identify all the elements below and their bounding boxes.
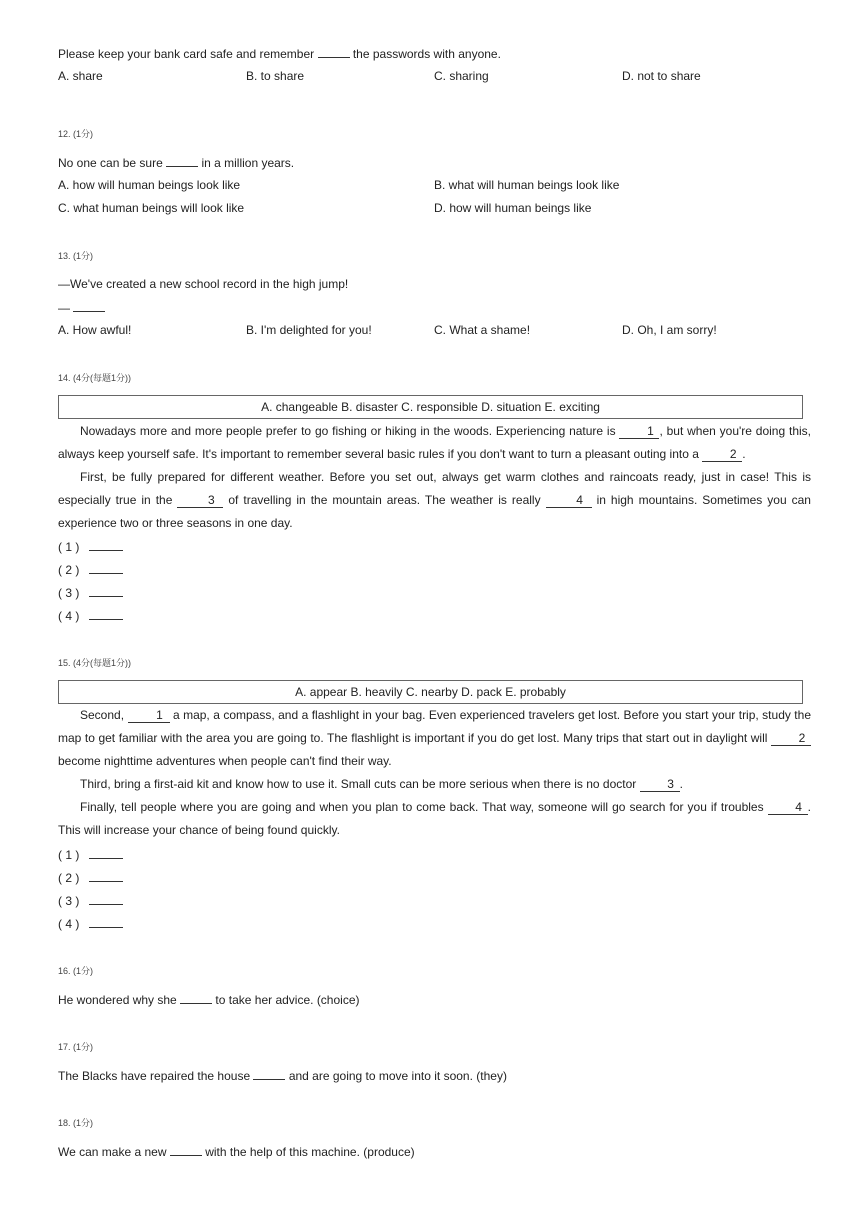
q18-blank (170, 1143, 202, 1156)
q14-word-box: A. changeable B. disaster C. responsible D. situation E. exciting (58, 395, 803, 419)
q12-stem (58, 154, 294, 171)
q14-sub-4-blank (89, 607, 123, 620)
q16-blank (180, 991, 212, 1004)
q11-option-d[interactable]: D. not to share (622, 69, 701, 83)
q13-blank (73, 299, 105, 312)
q15-p1-text-c: become nighttime adventures when people can't find their way. (58, 754, 392, 768)
q14-paragraph-2 (58, 466, 811, 535)
q15-blank-2: 2 (771, 731, 811, 746)
q14-p1-text-c: . (742, 447, 746, 461)
q11-stem (58, 45, 501, 62)
q13-dash: — (58, 301, 70, 315)
q14-p2-text-b: of travelling in the mountain areas. The weather is really (228, 493, 541, 507)
q15-sub-4-blank (89, 915, 123, 928)
q18-number: 18. (1分) (58, 1118, 94, 1128)
q11-stem-text-b: the passwords with anyone. (352, 47, 501, 61)
q17-blank (253, 1067, 285, 1080)
q15-word-box: A. appear B. heavily C. nearby D. pack E. probably (58, 680, 803, 704)
q13-line1: —We've created a new school record in the high jump! (58, 277, 349, 291)
q14-sub-1-blank (89, 538, 123, 551)
q12-option-c[interactable]: C. what human beings will look like (58, 201, 245, 215)
q15-sub-2 (58, 869, 123, 886)
q14-paragraph-1 (58, 420, 811, 466)
q15-sub-4-label: ( 4 ) (58, 917, 80, 931)
q14-blank-4: 4 (546, 493, 592, 508)
q11-option-b[interactable]: B. to share (246, 69, 305, 83)
q14-sub-1 (58, 538, 123, 555)
q14-sub-2-label: ( 2 ) (58, 563, 80, 577)
q15-sub-2-blank (89, 869, 123, 882)
q15-sub-3-blank (89, 892, 123, 905)
q13-number: 13. (1分) (58, 251, 94, 261)
q14-blank-3: 3 (177, 493, 223, 508)
q15-p1-text-b: a map, a compass, and a flashlight in your bag. Even experienced travelers get lost. Before you start your trip, study the map to get familiar with the area you are going to. The flashlight is important if you do get lost. Many trips that start out in daylight will (58, 708, 811, 745)
q14-sub-2 (58, 561, 123, 578)
q11-option-c[interactable]: C. sharing (434, 69, 489, 83)
q14-p1-text-a: Nowadays more and more people prefer to go fishing or hiking in the woods. Experiencing nature is (80, 424, 616, 438)
q13-option-d[interactable]: D. Oh, I am sorry! (622, 323, 717, 337)
q14-blank-2: 2 (702, 447, 742, 462)
q17-stem (58, 1067, 507, 1084)
q15-number: 15. (4分(每题1分)) (58, 658, 132, 668)
q15-blank-3: 3 (640, 777, 680, 792)
q18-stem-text-a: We can make a new (58, 1145, 167, 1159)
q15-sub-1-blank (89, 846, 123, 859)
q18-stem-text-b: with the help of this machine. (produce) (205, 1145, 415, 1159)
q12-option-d[interactable]: D. how will human beings like (434, 201, 592, 215)
q14-p1-text-b: , but when you're doing this, always keep yourself safe. It's important to remember several basic rules if you don't want to turn a pleasant outing into a (58, 424, 811, 461)
q14-sub-2-blank (89, 561, 123, 574)
q16-number: 16. (1分) (58, 966, 94, 976)
q12-number: 12. (1分) (58, 129, 94, 139)
q13-option-a[interactable]: A. How awful! (58, 323, 132, 337)
q15-p1-text-a: Second, (80, 708, 125, 722)
q14-sub-1-label: ( 1 ) (58, 540, 80, 554)
q15-sub-2-label: ( 2 ) (58, 871, 80, 885)
q13-line2 (58, 299, 105, 316)
q14-sub-3-label: ( 3 ) (58, 586, 80, 600)
q14-p2-text-c: in high mountains. Sometimes you can experience two or three seasons in one day. (58, 493, 811, 530)
q16-stem-text-a: He wondered why she (58, 993, 177, 1007)
q13-option-b[interactable]: B. I'm delighted for you! (246, 323, 372, 337)
q15-blank-1: 1 (128, 708, 170, 723)
q15-sub-3 (58, 892, 123, 909)
q17-number: 17. (1分) (58, 1042, 94, 1052)
q13-option-c[interactable]: C. What a shame! (434, 323, 531, 337)
q14-number: 14. (4分(每题1分)) (58, 373, 132, 383)
q15-p3-text-b: . This will increase your chance of being found quickly. (58, 800, 811, 837)
q11-stem-text-a: Please keep your bank card safe and remember (58, 47, 315, 61)
q15-sub-4 (58, 915, 123, 932)
q16-stem-text-b: to take her advice. (choice) (215, 993, 360, 1007)
q12-stem-text-a: No one can be sure (58, 156, 163, 170)
q15-sub-1 (58, 846, 123, 863)
q14-blank-1: 1 (619, 424, 659, 439)
q14-p2-text-a: First, be fully prepared for different weather. Before you set out, always get warm clothes and raincoats ready, just in case! This is especially true in the (58, 470, 811, 507)
q15-paragraph-2 (58, 773, 811, 796)
q15-p3-text-a: Finally, tell people where you are going and when you plan to come back. That way, someone will go search for you if troubles (80, 800, 764, 814)
q11-blank (318, 45, 350, 58)
q12-option-b[interactable]: B. what will human beings look like (434, 178, 620, 192)
q17-stem-text-b: and are going to move into it soon. (they) (288, 1069, 507, 1083)
q12-blank (166, 154, 198, 167)
q17-stem-text-a: The Blacks have repaired the house (58, 1069, 251, 1083)
q16-stem (58, 991, 360, 1008)
q15-sub-1-label: ( 1 ) (58, 848, 80, 862)
q15-p2-text-b: . (679, 777, 683, 791)
q15-p2-text-a: Third, bring a first-aid kit and know how to use it. Small cuts can be more serious when there is no doctor (80, 777, 637, 791)
q15-paragraph-1 (58, 704, 811, 773)
q14-sub-3-blank (89, 584, 123, 597)
q14-sub-4-label: ( 4 ) (58, 609, 80, 623)
q15-paragraph-3 (58, 796, 811, 842)
q14-sub-4 (58, 607, 123, 624)
q18-stem (58, 1143, 415, 1160)
q12-option-a[interactable]: A. how will human beings look like (58, 178, 241, 192)
q11-option-a[interactable]: A. share (58, 69, 103, 83)
q15-sub-3-label: ( 3 ) (58, 894, 80, 908)
q15-blank-4: 4 (768, 800, 808, 815)
q12-stem-text-b: in a million years. (201, 156, 295, 170)
q14-sub-3 (58, 584, 123, 601)
